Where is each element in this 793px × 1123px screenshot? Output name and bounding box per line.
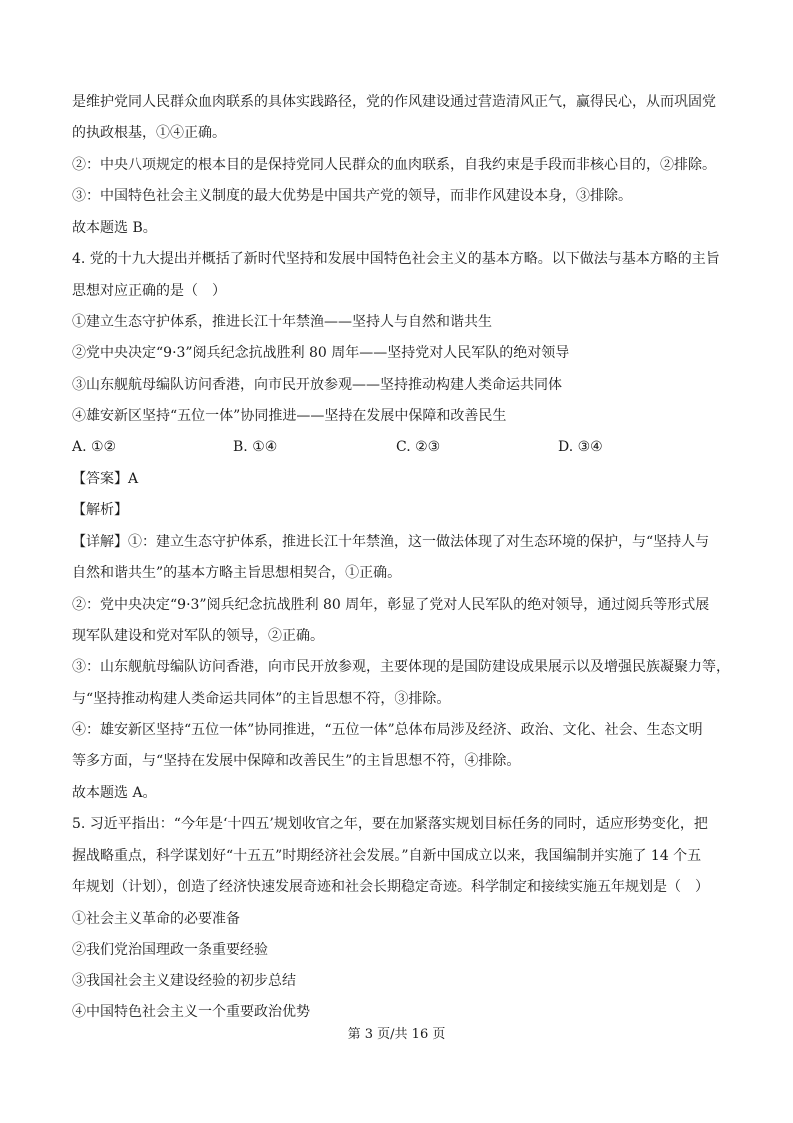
- paragraph-line: 自然和谐共生”的基本方略主旨思想相契合，①正确。: [72, 565, 402, 581]
- paragraph-line: ②：党中央决定“9·3”阅兵纪念抗战胜利 80 周年，彰显了党对人民军队的绝对领导，通过阅兵等形式展: [72, 597, 710, 613]
- question-4-item: ②党中央决定“9·3”阅兵纪念抗战胜利 80 周年——坚持党对人民军队的绝对领导: [72, 345, 570, 361]
- option-d: D. ③④: [558, 439, 603, 455]
- paragraph-line: 故本题选 B。: [72, 220, 157, 236]
- answer-label: 【答案】A: [72, 471, 139, 487]
- paragraph-line: 是维护党同人民群众血肉联系的具体实践路径，党的作风建设通过营造清风正气，赢得民心，从而巩固党: [72, 94, 716, 110]
- option-b: B. ①④: [233, 439, 278, 455]
- option-a: A. ①②: [72, 439, 117, 455]
- question-4-item: ③山东舰航母编队访问香港，向市民开放参观——坚持推动构建人类命运共同体: [72, 377, 562, 393]
- question-4-item: ④雄安新区坚持“五位一体”协同推进——坚持在发展中保障和改善民生: [72, 408, 507, 424]
- question-5-stem: 握战略重点，科学谋划好“十五五”时期经济社会发展。”自新中国成立以来，我国编制并实施了 14 个五: [72, 848, 702, 864]
- question-4-stem: 4. 党的十九大提出并概括了新时代坚持和发展中国特色社会主义的基本方略。以下做法与基本方略的主旨: [72, 251, 720, 267]
- paragraph-line: 【详解】①：建立生态守护体系，推进长江十年禁渔，这一做法体现了对生态环境的保护，与“坚持人与: [72, 534, 710, 550]
- question-5-item: ④中国特色社会主义一个重要政治优势: [72, 1004, 310, 1020]
- paragraph-line: 现军队建设和党对军队的领导，②正确。: [72, 628, 324, 644]
- paragraph-line: 与“坚持推动构建人类命运共同体”的主旨思想不符，③排除。: [72, 691, 451, 707]
- question-5-item: ③我国社会主义建设经验的初步总结: [72, 973, 296, 989]
- paragraph-line: 等多方面，与“坚持在发展中保障和改善民生”的主旨思想不符，④排除。: [72, 753, 521, 769]
- question-5-item: ②我们党治国理政一条重要经验: [72, 942, 268, 958]
- question-4-item: ①建立生态守护体系，推进长江十年禁渔——坚持人与自然和谐共生: [72, 314, 492, 330]
- analysis-label: 【解析】: [72, 502, 128, 518]
- paragraph-line: 故本题选 A。: [72, 785, 157, 801]
- paragraph-line: ②：中央八项规定的根本目的是保持党同人民群众的血肉联系，自我约束是手段而非核心目的，②排除。: [72, 157, 716, 173]
- paragraph-line: ④：雄安新区坚持“五位一体”协同推进，“五位一体”总体布局涉及经济、政治、文化、社会、生态文明: [72, 722, 703, 738]
- option-c: C. ②③: [396, 439, 441, 455]
- question-5-item: ①社会主义革命的必要准备: [72, 911, 240, 927]
- question-4-stem: 思想对应正确的是（ ）: [72, 283, 226, 299]
- paragraph-line: 的执政根基，①④正确。: [72, 125, 226, 141]
- paragraph-line: ③：山东舰航母编队访问香港，向市民开放参观，主要体现的是国防建设成果展示以及增强民族凝聚力等，: [72, 659, 730, 675]
- question-4-options: [72, 438, 732, 456]
- page-number: 第 3 页/共 16 页: [347, 1027, 446, 1042]
- paragraph-line: ③：中国特色社会主义制度的最大优势是中国共产党的领导，而非作风建设本身，③排除。: [72, 188, 632, 204]
- question-5-stem: 年规划（计划），创造了经济快速发展奇迹和社会长期稳定奇迹。科学制定和接续实施五年规划是（ ）: [72, 879, 709, 895]
- question-5-stem: 5. 习近平指出：“今年是‘十四五’规划收官之年，要在加紧落实规划目标任务的同时，适应形势变化，把: [72, 816, 708, 832]
